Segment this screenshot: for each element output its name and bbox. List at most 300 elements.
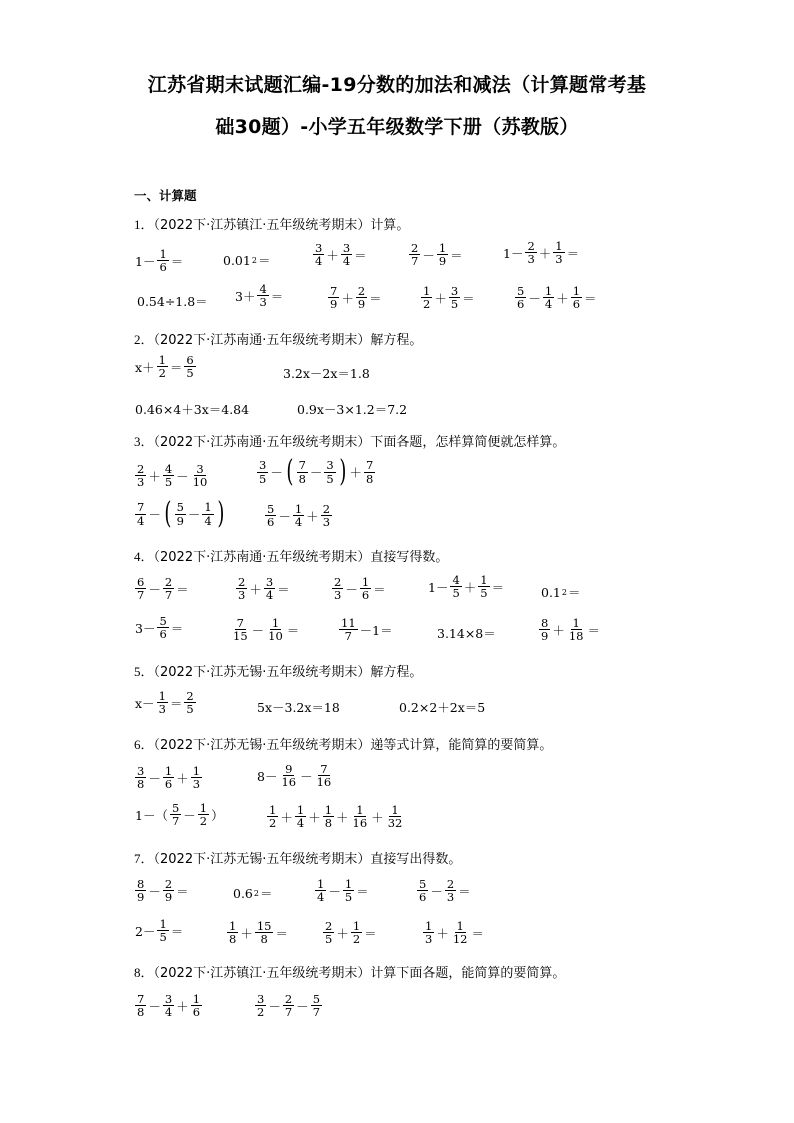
math-expression (338, 615, 394, 642)
math-expression (134, 574, 190, 601)
denominator: 5 (186, 366, 194, 381)
expression-row (427, 574, 505, 599)
numerator: 1 (204, 500, 212, 515)
expression-text: 2－ (135, 923, 156, 939)
expression-text: 0.1 (541, 584, 561, 600)
expression-text: ＝ (277, 581, 290, 597)
expression-row (134, 463, 210, 488)
fraction (386, 804, 405, 829)
expression-text: 1－ (428, 579, 449, 595)
fraction (449, 285, 460, 310)
expression-text: － (296, 998, 309, 1014)
fraction (135, 765, 146, 790)
numerator: 1 (572, 284, 581, 298)
math-expression (314, 876, 370, 903)
numerator: 3 (137, 764, 145, 778)
expression-text: － (328, 883, 341, 899)
denominator: 9 (137, 890, 145, 905)
fraction (313, 242, 324, 267)
denominator: 2 (269, 816, 277, 831)
fraction (267, 804, 278, 829)
expression-row (254, 993, 323, 1018)
math-expression (502, 240, 580, 265)
parenthesis: ) (217, 496, 225, 531)
expression-row (134, 993, 203, 1018)
denominator: 3 (259, 295, 267, 310)
math-expression (134, 461, 210, 488)
numerator: 2 (411, 241, 419, 255)
numerator: 5 (312, 992, 321, 1006)
fraction (175, 501, 186, 526)
fraction (157, 918, 168, 943)
question-number: 1． (134, 217, 154, 232)
expression-text: ＋ (308, 809, 321, 825)
numerator: 1 (544, 284, 553, 298)
expression-text: 1－ (503, 245, 524, 261)
expression-row (416, 878, 472, 903)
denominator: 3 (238, 588, 246, 603)
denominator: 4 (265, 588, 274, 603)
math-expression (226, 918, 289, 945)
fraction (351, 920, 362, 945)
expression-text: － (278, 508, 291, 524)
expression-row (398, 698, 486, 716)
expression-row (234, 283, 284, 308)
numerator: 2 (446, 877, 455, 891)
fraction (364, 459, 375, 484)
fraction (351, 804, 370, 829)
fraction (135, 993, 146, 1018)
expression-text: ＝ (170, 253, 184, 269)
expression-row (222, 251, 271, 269)
numerator: 11 (341, 616, 356, 630)
fraction (295, 804, 306, 829)
expression-row (408, 242, 464, 267)
denominator: 9 (176, 513, 184, 528)
question-stem: （2022下·江苏无锡·五年级统考期末）递等式计算，能简算的要简算。 (153, 738, 553, 753)
numerator: 1 (324, 803, 333, 817)
question-number: 5． (134, 664, 154, 679)
math-expression (230, 615, 300, 642)
numerator: 1 (356, 803, 364, 817)
math-expression (254, 991, 323, 1018)
expression-text: 3－ (135, 620, 156, 636)
expression-text: x－ (135, 695, 155, 711)
denominator: 5 (164, 475, 173, 490)
fraction (157, 248, 168, 273)
expression-text: － (528, 290, 541, 306)
fraction (360, 576, 371, 601)
parenthesis: ) (339, 454, 347, 489)
denominator: 6 (164, 777, 173, 792)
expression-row (134, 765, 203, 790)
fraction (257, 459, 268, 484)
expression-text: ＋ (336, 809, 349, 825)
expression-text: ＝ (584, 290, 597, 306)
numerator: 3 (257, 992, 265, 1006)
numerator: 15 (256, 919, 272, 933)
denominator: 6 (159, 260, 167, 275)
math-expression (235, 574, 291, 601)
math-expression (266, 802, 405, 829)
denominator: 6 (159, 627, 167, 642)
denominator: 8 (229, 932, 237, 947)
math-expression (416, 876, 472, 903)
fraction (198, 802, 209, 827)
expression-row (331, 576, 387, 601)
expression-text: － (309, 465, 323, 480)
numerator: 1 (269, 803, 277, 817)
numerator: 3 (315, 241, 323, 255)
expression-row (134, 690, 197, 715)
fraction (332, 576, 343, 601)
expression-text: ＝ (369, 290, 382, 306)
denominator: 9 (541, 629, 549, 644)
math-expression (134, 354, 197, 379)
denominator: 9 (330, 297, 338, 312)
question-number: 4． (134, 549, 154, 564)
fraction (227, 920, 238, 945)
expression-text: ＋ (176, 770, 189, 786)
fraction (423, 920, 434, 945)
expression-row (256, 763, 334, 788)
denominator: 3 (158, 702, 166, 717)
fraction (343, 878, 354, 903)
expression-text: ＝ (491, 579, 505, 595)
denominator: 3 (527, 252, 535, 267)
expression-text: － (270, 465, 283, 480)
expression-text: ＝ (286, 622, 300, 638)
denominator: 5 (325, 932, 333, 947)
expression-row (134, 400, 250, 418)
denominator: 4 (296, 816, 305, 831)
math-expression (312, 240, 368, 267)
denominator: 6 (192, 1005, 201, 1020)
denominator: 9 (438, 254, 447, 269)
expression-row (322, 920, 378, 945)
expression-row (230, 617, 300, 642)
fraction (324, 459, 335, 484)
numerator: 6 (186, 353, 194, 367)
denominator: 6 (361, 588, 370, 603)
numerator: 7 (365, 458, 374, 473)
expression-text: ＋ (148, 468, 161, 484)
math-expression (232, 884, 274, 902)
denominator: 8 (298, 471, 306, 486)
math-expression (408, 240, 464, 267)
expression-text: － (148, 581, 161, 597)
numerator: 1 (344, 877, 353, 891)
numerator: 9 (285, 762, 293, 776)
fraction (163, 463, 174, 488)
expression-text: ＋ (349, 465, 362, 480)
expression-row (136, 292, 209, 310)
math-expression (282, 364, 371, 382)
math-expression (264, 501, 333, 528)
denominator: 5 (480, 586, 488, 601)
expression-row (134, 615, 184, 640)
question-number: 6． (134, 737, 154, 752)
denominator: 16 (316, 775, 332, 790)
denominator: 4 (315, 254, 323, 269)
expression-text: ＝ (257, 253, 271, 268)
numerator: 1 (159, 247, 167, 261)
expression-row (266, 804, 405, 829)
fraction (257, 283, 268, 308)
denominator: 3 (555, 252, 563, 267)
numerator: 8 (541, 616, 549, 630)
fraction (339, 617, 358, 642)
fraction (135, 501, 146, 526)
expression-text: ＝ (176, 883, 189, 899)
numerator: 1 (199, 801, 208, 815)
denominator: 7 (284, 1005, 293, 1020)
denominator: 8 (260, 932, 268, 947)
section-heading: 一、计算题 (134, 188, 197, 203)
question-number: 8． (134, 965, 154, 980)
numerator: 2 (137, 462, 145, 476)
numerator: 5 (517, 284, 525, 298)
expression-row (538, 617, 601, 642)
question-stem: （2022下·江苏南通·五年级统考期末）下面各题，怎样算简便就怎样算。 (153, 435, 566, 450)
expression-row (134, 918, 184, 943)
numerator: 7 (137, 992, 145, 1006)
denominator: 2 (199, 814, 208, 829)
denominator: 8 (324, 816, 333, 831)
expression-text: 3＋ (235, 288, 256, 304)
denominator: 7 (344, 629, 352, 644)
fraction (451, 920, 470, 945)
numerator: 1 (294, 502, 303, 516)
expression-row (514, 285, 598, 310)
fraction (184, 354, 195, 379)
denominator: 7 (312, 1005, 321, 1020)
math-expression (134, 400, 250, 418)
numerator: 2 (325, 919, 333, 933)
numerator: 1 (164, 764, 173, 778)
expression-row (226, 920, 289, 945)
math-expression (256, 763, 334, 788)
question-stem: （2022下·江苏南通·五年级统考期末）直接写得数。 (153, 550, 449, 565)
fraction (437, 242, 448, 267)
numerator: 1 (361, 575, 370, 589)
math-expression (420, 283, 476, 310)
fraction (315, 878, 326, 903)
fraction (135, 878, 146, 903)
fraction (445, 878, 456, 903)
expression-row (540, 583, 582, 601)
math-expression (134, 918, 184, 943)
numerator: 7 (236, 616, 244, 630)
expression-text: － (422, 247, 435, 263)
question-number: 3． (134, 434, 154, 449)
expression-text: ＝ (170, 923, 184, 939)
question-6 (134, 734, 552, 753)
numerator: 4 (259, 282, 267, 296)
denominator: 32 (387, 816, 403, 831)
math-expression (134, 876, 190, 903)
expression-row (256, 454, 376, 489)
expression-text: ＋ (306, 508, 319, 524)
question-3 (134, 431, 565, 450)
fraction (553, 240, 564, 265)
expression-text: ＋ (434, 290, 447, 306)
expression-row (296, 400, 408, 418)
numerator: 2 (238, 575, 246, 589)
numerator: 2 (357, 284, 366, 298)
question-1 (134, 214, 409, 233)
expression-text: － (345, 581, 358, 597)
denominator: 5 (452, 586, 460, 601)
denominator: 2 (423, 297, 431, 312)
expression-text: ＋ (341, 290, 354, 306)
expression-row (235, 576, 291, 601)
denominator: 3 (192, 777, 201, 792)
denominator: 10 (192, 475, 208, 490)
numerator: 1 (423, 284, 431, 298)
denominator: 8 (137, 777, 145, 792)
numerator: 1 (572, 616, 580, 630)
expression-text: ＝ (259, 886, 273, 901)
denominator: 6 (517, 297, 525, 312)
denominator: 4 (164, 1005, 173, 1020)
numerator: 2 (186, 689, 194, 703)
math-expression (234, 283, 284, 308)
fraction (265, 503, 276, 528)
fraction (157, 615, 168, 640)
fraction (421, 285, 432, 310)
fraction (202, 501, 213, 526)
expression-text: － (183, 807, 196, 823)
expression-text: ＝ (587, 622, 600, 638)
expression-text: ＝ (176, 581, 189, 597)
numerator: 1 (317, 877, 325, 891)
math-expression (422, 918, 485, 945)
fraction (163, 993, 174, 1018)
expression-text: － (148, 998, 161, 1014)
numerator: 2 (334, 575, 342, 589)
fraction (328, 285, 339, 310)
question-stem: （2022下·江苏镇江·五年级统考期末）计算下面各题，能简算的要简算。 (153, 966, 566, 981)
parenthesis: ( (286, 454, 294, 489)
exponent: 2 (253, 888, 259, 898)
expression-text: －1＝ (359, 622, 393, 638)
expression-text: 3.14×8＝ (437, 626, 496, 641)
numerator: 2 (164, 877, 173, 891)
denominator: 12 (452, 932, 468, 947)
numerator: 3 (259, 458, 267, 473)
denominator: 4 (204, 513, 212, 528)
math-expression (538, 615, 601, 642)
expression-text: － (148, 883, 161, 899)
denominator: 4 (294, 515, 303, 530)
fraction (571, 285, 582, 310)
fraction (135, 463, 146, 488)
question-5 (134, 661, 422, 680)
expression-text: 1－ (135, 253, 156, 269)
expression-text: ＝ (458, 883, 471, 899)
numerator: 5 (159, 614, 167, 628)
page-title-line-1: 江苏省期末试题汇编-19分数的加法和减法（计算题常考基 (147, 74, 647, 96)
parenthesis: ( (164, 496, 172, 531)
expression-row (134, 576, 190, 601)
expression-text: ＋ (240, 925, 253, 941)
numerator: 7 (298, 458, 306, 473)
expression-row (282, 364, 371, 382)
expression-text: － (268, 998, 281, 1014)
exponent: 2 (561, 587, 567, 597)
expression-text: ＝ (471, 925, 484, 941)
denominator: 3 (137, 475, 145, 490)
fraction (311, 993, 322, 1018)
numerator: 7 (137, 500, 145, 515)
expression-text: ＝ (462, 290, 475, 306)
expression-text: － (430, 883, 443, 899)
fraction (191, 765, 202, 790)
numerator: 1 (438, 241, 447, 255)
question-stem: （2022下·江苏镇江·五年级统考期末）计算。 (153, 218, 410, 233)
numerator: 1 (555, 239, 563, 253)
expression-text: － (148, 770, 161, 786)
fraction (266, 617, 285, 642)
expression-text: ＋ (436, 925, 449, 941)
numerator: 7 (330, 284, 338, 298)
numerator: 1 (480, 573, 488, 587)
fraction (525, 240, 536, 265)
numerator: 7 (320, 762, 328, 776)
expression-text: ＝ (354, 247, 367, 263)
fraction (283, 993, 294, 1018)
math-expression (540, 583, 582, 601)
fraction (163, 765, 174, 790)
numerator: 1 (456, 919, 464, 933)
fraction (157, 354, 168, 379)
denominator: 5 (344, 890, 353, 905)
math-expression (256, 698, 341, 716)
expression-text: 0.9x－3×1.2＝7.2 (297, 402, 408, 417)
fraction (409, 242, 420, 267)
fraction (323, 920, 334, 945)
fraction (323, 804, 334, 829)
expression-row (436, 624, 497, 642)
numerator: 1 (229, 919, 237, 933)
expression-text: 0.54÷1.8＝ (137, 294, 208, 309)
denominator: 8 (137, 1005, 145, 1020)
expression-row (134, 354, 197, 379)
denominator: 4 (137, 513, 145, 528)
numerator: 5 (419, 877, 427, 891)
denominator: 16 (352, 816, 368, 831)
denominator: 7 (137, 588, 145, 603)
numerator: 5 (176, 500, 184, 515)
numerator: 3 (164, 992, 173, 1006)
numerator: 1 (352, 919, 361, 933)
expression-text: 0.6 (233, 885, 253, 901)
expression-text: ＝ (356, 883, 369, 899)
numerator: 1 (391, 803, 399, 817)
question-stem: （2022下·江苏南通·五年级统考期末）解方程。 (153, 333, 423, 348)
numerator: 2 (527, 239, 535, 253)
denominator: 16 (281, 775, 297, 790)
math-expression (327, 283, 383, 310)
fraction (478, 574, 489, 599)
denominator: 5 (159, 930, 167, 945)
denominator: 2 (158, 366, 166, 381)
denominator: 18 (568, 629, 584, 644)
expression-row (232, 884, 274, 902)
numerator: 1 (192, 992, 201, 1006)
math-expression (398, 698, 486, 716)
